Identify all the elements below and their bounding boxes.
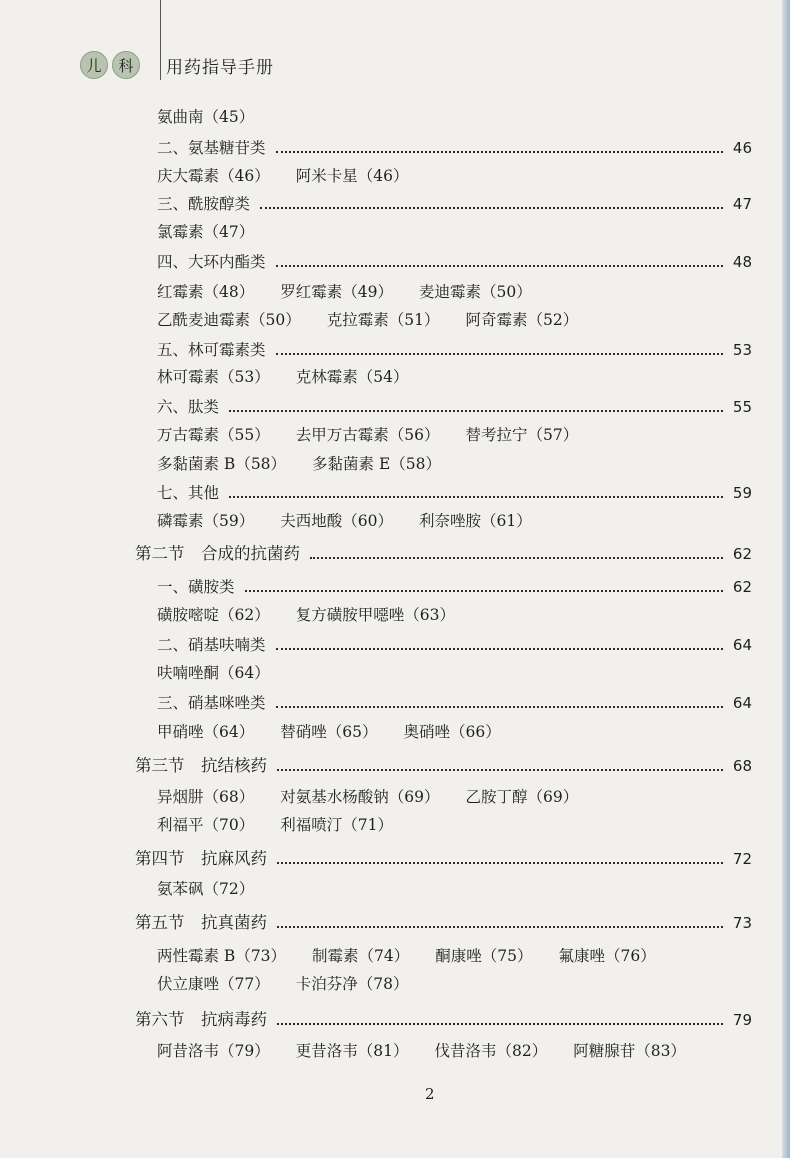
subsection-title: 一、磺胺类 — [157, 578, 235, 596]
drug-entry: 奥硝唑（66） — [403, 723, 501, 741]
drug-entry: 去甲万古霉素（56） — [295, 426, 440, 444]
dot-leader — [310, 557, 723, 559]
subsection-title: 三、酰胺醇类 — [157, 195, 251, 213]
drug-entry: 万古霉素（55） — [157, 426, 270, 444]
drug-list-row — [157, 1037, 712, 1065]
drug-entry: 乙酰麦迪霉素（50） — [157, 311, 301, 329]
subsection-title: 六、肽类 — [157, 398, 220, 416]
dot-leader — [276, 151, 723, 153]
drug-entry: 阿昔洛韦（79） — [157, 1042, 270, 1060]
drug-entry: 磷霉素（59） — [157, 512, 255, 530]
drug-list-row — [157, 450, 467, 478]
drug-entry: 异烟肼（68） — [157, 788, 255, 806]
subsection-heading — [157, 573, 752, 601]
running-header — [80, 48, 274, 82]
drug-list-row — [157, 103, 280, 131]
drug-entry: 氟康唑（76） — [558, 947, 656, 965]
drug-entry: 伐昔洛韦（82） — [434, 1042, 548, 1060]
drug-entry: 酮康唑（75） — [435, 947, 533, 965]
drug-entry: 夫西地酸（60） — [280, 512, 393, 530]
drug-list-row — [157, 942, 682, 970]
section-title: 第二节 合成的抗菌药 — [135, 544, 300, 563]
drug-entry: 利福平（70） — [157, 816, 255, 834]
drug-entry: 乙胺丁醇（69） — [465, 788, 579, 806]
dot-leader — [260, 207, 723, 209]
dot-leader — [276, 706, 723, 708]
drug-entry: 克林霉素（54） — [295, 368, 409, 386]
page-edge — [782, 0, 790, 1158]
section-heading — [135, 540, 752, 568]
drug-list-row — [157, 970, 434, 998]
drug-entry: 多黏菌素 E（58） — [312, 455, 442, 473]
toc-page-number: 48 — [732, 253, 752, 271]
drug-entry: 林可霉素（53） — [157, 368, 270, 386]
section-title: 第六节 抗病毒药 — [135, 1010, 267, 1029]
drug-entry: 红霉素（48） — [157, 283, 255, 301]
section-title: 第四节 抗麻风药 — [135, 849, 267, 868]
dot-leader — [276, 353, 723, 355]
dot-leader — [229, 410, 723, 412]
toc-page-number: 53 — [732, 341, 752, 359]
toc-page-number: 73 — [732, 914, 752, 932]
toc-page-number: 59 — [732, 484, 752, 502]
drug-entry: 复方磺胺甲噁唑（63） — [295, 606, 455, 624]
drug-entry: 两性霉素 B（73） — [157, 947, 287, 965]
dot-leader — [229, 496, 723, 498]
drug-list-row — [157, 811, 419, 839]
section-heading — [135, 752, 752, 780]
dot-leader — [276, 648, 723, 650]
drug-list-row — [157, 306, 604, 334]
drug-entry: 卡泊芬净（78） — [295, 975, 409, 993]
section-title: 第五节 抗真菌药 — [135, 913, 267, 932]
subsection-heading — [157, 190, 752, 218]
drug-entry: 氨苯砜（72） — [157, 880, 255, 898]
drug-entry: 呋喃唑酮（64） — [157, 664, 270, 682]
dot-leader — [277, 926, 723, 928]
subsection-title: 二、硝基呋喃类 — [157, 636, 266, 654]
drug-list-row — [157, 718, 527, 746]
drug-list-row — [157, 507, 558, 535]
subsection-title: 二、氨基糖苷类 — [157, 139, 266, 157]
badge-char: 儿 — [80, 51, 108, 79]
subsection-title: 七、其他 — [157, 484, 220, 502]
drug-entry: 更昔洛韦（81） — [295, 1042, 409, 1060]
subsection-title: 三、硝基咪唑类 — [157, 694, 266, 712]
subsection-heading — [157, 631, 752, 659]
drug-list-row — [157, 162, 434, 190]
drug-entry: 利奈唑胺（61） — [418, 512, 532, 530]
dot-leader — [245, 590, 723, 592]
toc-page-number: 72 — [732, 850, 752, 868]
toc-page-number: 62 — [732, 578, 752, 596]
drug-list-row — [157, 218, 280, 246]
toc-page-number: 68 — [732, 757, 752, 775]
drug-entry: 氨曲南（45） — [157, 108, 255, 126]
subsection-heading — [157, 689, 752, 717]
drug-entry: 对氨基水杨酸钠（69） — [280, 788, 440, 806]
drug-list-row — [157, 363, 434, 391]
section-heading — [135, 909, 752, 937]
drug-entry: 利福喷汀（71） — [280, 816, 393, 834]
drug-entry: 庆大霉素（46） — [157, 167, 270, 185]
drug-entry: 阿奇霉素（52） — [465, 311, 579, 329]
drug-list-row — [157, 783, 604, 811]
drug-entry: 多黏菌素 B（58） — [157, 455, 287, 473]
subsection-heading — [157, 336, 752, 364]
section-heading — [135, 1006, 752, 1034]
drug-list-row — [157, 601, 481, 629]
toc-page-number: 47 — [732, 195, 752, 213]
drug-list-row — [157, 875, 280, 903]
drug-entry: 罗红霉素（49） — [280, 283, 393, 301]
subsection-heading — [157, 393, 752, 421]
section-title: 第三节 抗结核药 — [135, 756, 267, 775]
toc-page-number: 46 — [732, 139, 752, 157]
book-title: 用药指导手册 — [166, 57, 274, 78]
badge-char: 科 — [112, 51, 140, 79]
dot-leader — [277, 1023, 723, 1025]
drug-list-row — [157, 278, 558, 306]
subsection-heading — [157, 479, 752, 507]
dot-leader — [277, 769, 723, 771]
drug-entry: 麦迪霉素（50） — [418, 283, 532, 301]
section-heading — [135, 845, 752, 873]
drug-list-row — [157, 421, 604, 449]
subsection-heading — [157, 248, 752, 276]
drug-entry: 制霉素（74） — [312, 947, 410, 965]
section-badge — [80, 51, 144, 79]
drug-list-row — [157, 659, 296, 687]
drug-entry: 磺胺嘧啶（62） — [157, 606, 270, 624]
drug-entry: 阿米卡星（46） — [295, 167, 409, 185]
dot-leader — [277, 862, 723, 864]
subsection-heading — [157, 134, 752, 162]
toc-page-number: 62 — [732, 545, 752, 563]
drug-entry: 伏立康唑（77） — [157, 975, 270, 993]
page-number: 2 — [425, 1085, 435, 1103]
subsection-title: 五、林可霉素类 — [157, 341, 266, 359]
toc-page-number: 64 — [732, 636, 752, 654]
toc-page-number: 79 — [732, 1011, 752, 1029]
toc-page-number: 55 — [732, 398, 752, 416]
drug-entry: 替考拉宁（57） — [465, 426, 579, 444]
drug-entry: 克拉霉素（51） — [326, 311, 440, 329]
drug-entry: 阿糖腺苷（83） — [573, 1042, 686, 1060]
drug-entry: 甲硝唑（64） — [157, 723, 255, 741]
drug-entry: 替硝唑（65） — [280, 723, 378, 741]
drug-entry: 氯霉素（47） — [157, 223, 255, 241]
toc-page-number: 64 — [732, 694, 752, 712]
subsection-title: 四、大环内酯类 — [157, 253, 266, 271]
dot-leader — [276, 265, 723, 267]
